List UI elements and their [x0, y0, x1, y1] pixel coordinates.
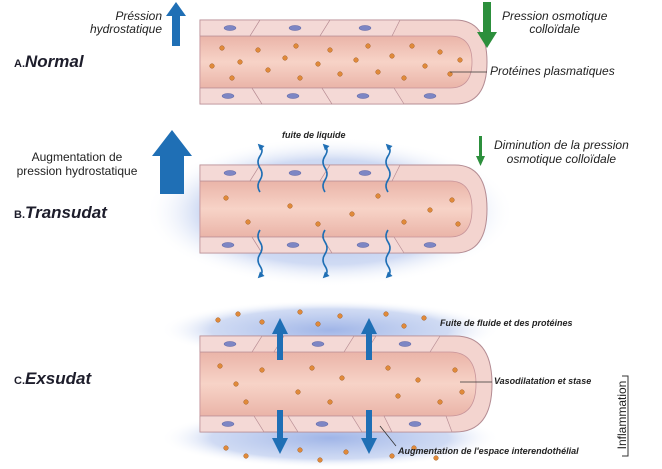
panel-a-heading: A.Normal [14, 52, 84, 71]
vasodilation-label: Vasodilatation et stase [494, 376, 592, 386]
increased-hydrostatic-label: Augmentation de pression hydrostatique [16, 150, 138, 178]
up-arrow-icon [166, 2, 186, 46]
down-arrow-icon [476, 136, 485, 166]
inflammation-label: Inflammation [615, 380, 629, 450]
fluid-leak-label: fuite de liquide [282, 130, 346, 140]
hydrostatic-pressure-label: Préssion hydrostatique [89, 9, 162, 36]
osmotic-pressure-label: Pression osmotique colloïdale [502, 9, 608, 36]
interendothelial-gap-label: Augmentation de l'espace interendothélial [398, 446, 579, 456]
decreased-osmotic-label: Diminution de la pression osmotique colloïdale [494, 138, 629, 166]
panel-c-heading: C.Exsudat [14, 369, 92, 388]
vessel-normal [200, 20, 487, 104]
panel-b-heading: B.Transudat [14, 203, 107, 222]
plasma-proteins-label: Protéines plasmatiques [490, 64, 615, 78]
fluid-protein-leak-label: Fuite de fluide et des protéines [440, 318, 573, 328]
